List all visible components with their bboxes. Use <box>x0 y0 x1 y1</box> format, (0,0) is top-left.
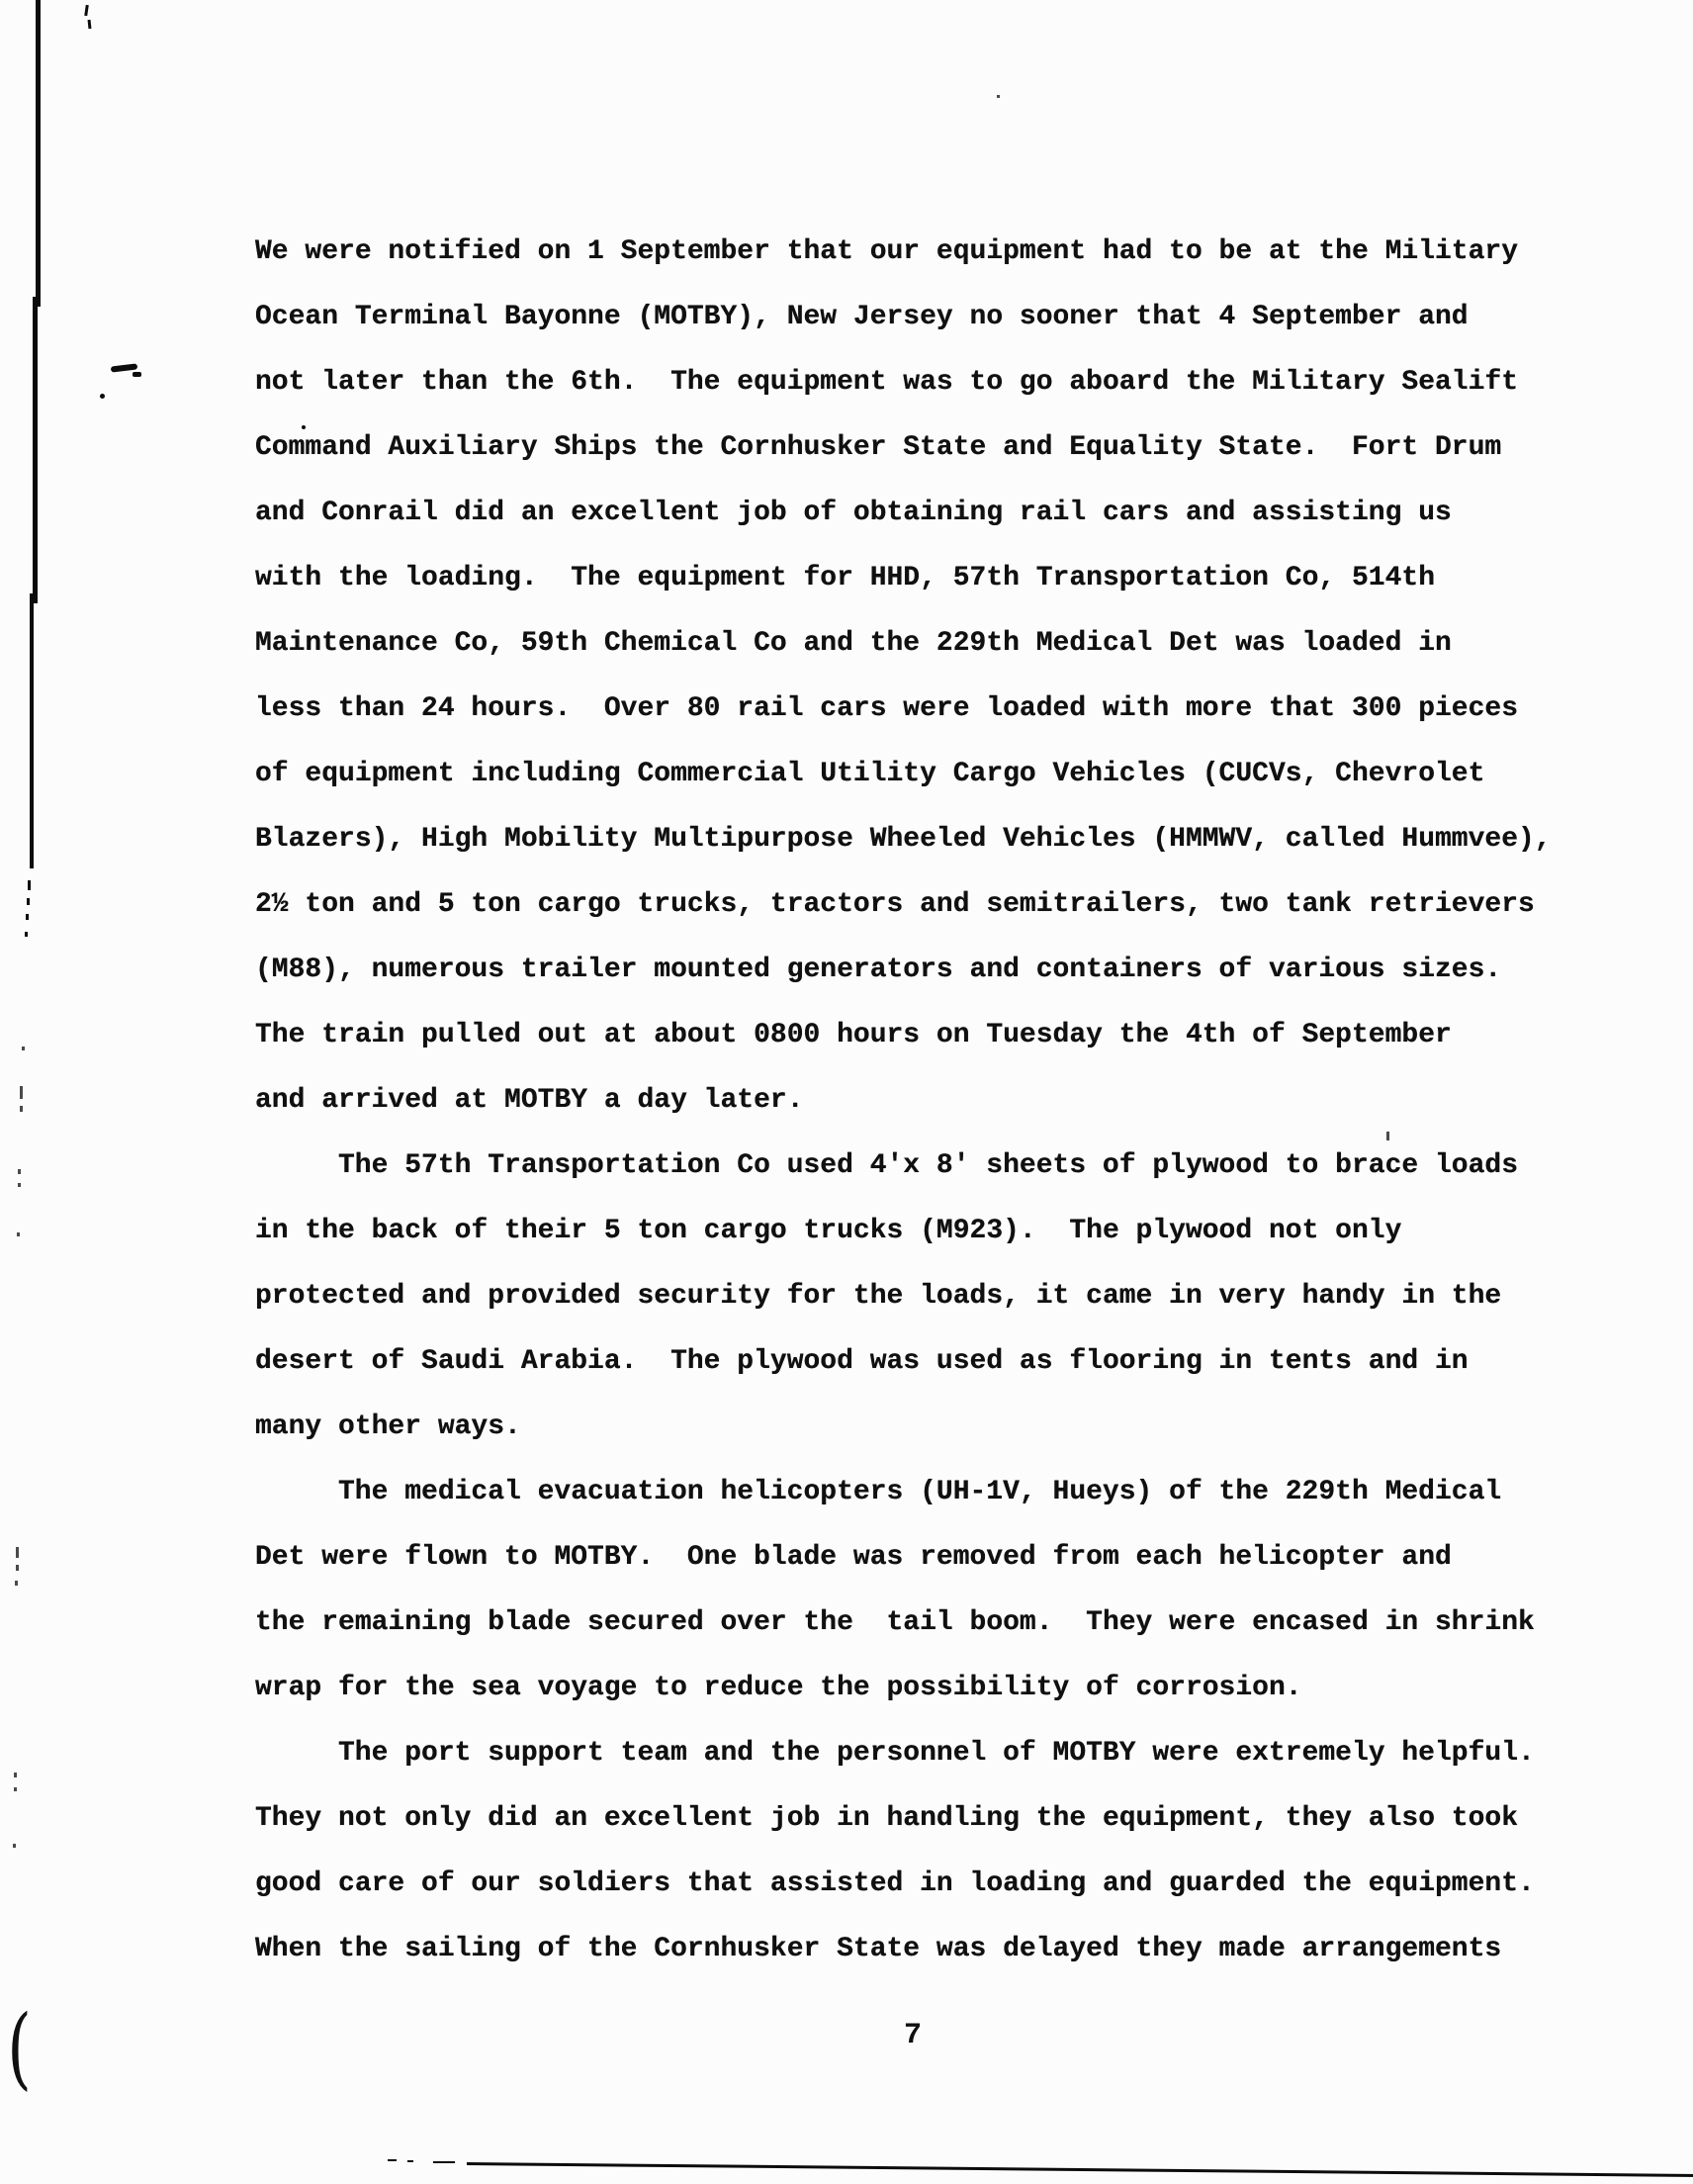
page-number: 7 <box>903 2019 922 2052</box>
scan-artifact <box>84 5 89 16</box>
scan-speck <box>17 1232 20 1236</box>
text-line: not later than the 6th. The equipment was to go aboard the Military Sealift <box>255 367 1519 398</box>
scan-artifact <box>88 20 92 29</box>
scan-artifact <box>28 880 31 890</box>
scan-artifact <box>25 932 28 937</box>
scan-speck <box>22 1046 25 1050</box>
scan-artifact <box>26 914 29 920</box>
text-line: Det were flown to MOTBY. One blade was removed from each helicopter and <box>255 1542 1452 1573</box>
text-line: Ocean Terminal Bayonne (MOTBY), New Jersey no sooner that 4 September and <box>255 302 1469 332</box>
text-line: with the loading. The equipment for HHD, 57th Transportation Co, 514th <box>255 563 1435 593</box>
scan-artifact <box>100 394 105 399</box>
text-line: wrap for the sea voyage to reduce the possibility of corrosion. <box>255 1673 1302 1703</box>
scan-speck <box>997 95 1000 98</box>
text-line: protected and provided security for the loads, it came in very handy in the <box>255 1281 1502 1312</box>
scan-speck <box>20 1086 23 1099</box>
text-line: The medical evacuation helicopters (UH-1V, Hueys) of the 229th Medical <box>338 1477 1502 1507</box>
text-line: The port support team and the personnel of MOTBY were extremely helpful. <box>338 1738 1535 1769</box>
document-body <box>255 220 1600 1982</box>
text-line: Maintenance Co, 59th Chemical Co and the 229th Medical Det was loaded in <box>255 628 1452 659</box>
text-line: many other ways. <box>255 1411 521 1442</box>
scan-bottom-edge-dash <box>388 2159 397 2161</box>
scan-speck <box>18 1183 21 1187</box>
text-line: and Conrail did an excellent job of obtaining rail cars and assisting us <box>255 498 1452 528</box>
scan-artifact <box>133 372 141 377</box>
scan-bottom-edge-dash <box>433 2161 455 2163</box>
text-line: less than 24 hours. Over 80 rail cars were loaded with more that 300 pieces <box>255 693 1519 724</box>
scan-speck <box>14 1787 17 1791</box>
text-line: Command Auxiliary Ships the Cornhusker State and Equality State. Fort Drum <box>255 432 1502 463</box>
text-line: When the sailing of the Cornhusker State was delayed they made arrangements <box>255 1934 1502 1964</box>
scan-speck <box>18 1169 21 1174</box>
text-line: We were notified on 1 September that our equipment had to be at the Military <box>255 236 1519 267</box>
text-line: Blazers), High Mobility Multipurpose Wheeled Vehicles (HMMWV, called Hummvee), <box>255 824 1552 855</box>
scan-speck <box>13 1844 16 1848</box>
text-line: 2½ ton and 5 ton cargo trucks, tractors and semitrailers, two tank retrievers <box>255 889 1535 920</box>
scan-speck <box>15 1581 18 1586</box>
scan-speck <box>20 1106 23 1112</box>
scan-bracket-artifact: ( <box>7 1996 32 2100</box>
scan-speck <box>16 1547 19 1558</box>
text-line: of equipment including Commercial Utility Cargo Vehicles (CUCVs, Chevrolet <box>255 759 1485 789</box>
text-line: in the back of their 5 ton cargo trucks (M923). The plywood not only <box>255 1216 1402 1246</box>
scan-edge-line <box>33 297 38 603</box>
scan-bottom-edge-dash <box>407 2160 413 2162</box>
text-line: and arrived at MOTBY a day later. <box>255 1085 804 1116</box>
scan-speck <box>16 1565 19 1571</box>
scan-edge-line <box>36 0 41 307</box>
text-line: The train pulled out at about 0800 hours on Tuesday the 4th of September <box>255 1020 1452 1050</box>
text-line: desert of Saudi Arabia. The plywood was used as flooring in tents and in <box>255 1346 1469 1377</box>
scan-speck <box>14 1773 17 1777</box>
scan-artifact <box>27 898 30 905</box>
text-line: good care of our soldiers that assisted in loading and guarded the equipment. <box>255 1868 1535 1899</box>
scan-bottom-edge-line <box>467 2162 1693 2177</box>
scan-edge-line <box>30 593 34 868</box>
text-line: (M88), numerous trailer mounted generators and containers of various sizes. <box>255 955 1502 985</box>
text-line: They not only did an excellent job in handling the equipment, they also took <box>255 1803 1519 1834</box>
text-line: The 57th Transportation Co used 4'x 8' sheets of plywood to brace loads <box>338 1150 1518 1181</box>
text-line: the remaining blade secured over the tail boom. They were encased in shrink <box>255 1607 1535 1638</box>
